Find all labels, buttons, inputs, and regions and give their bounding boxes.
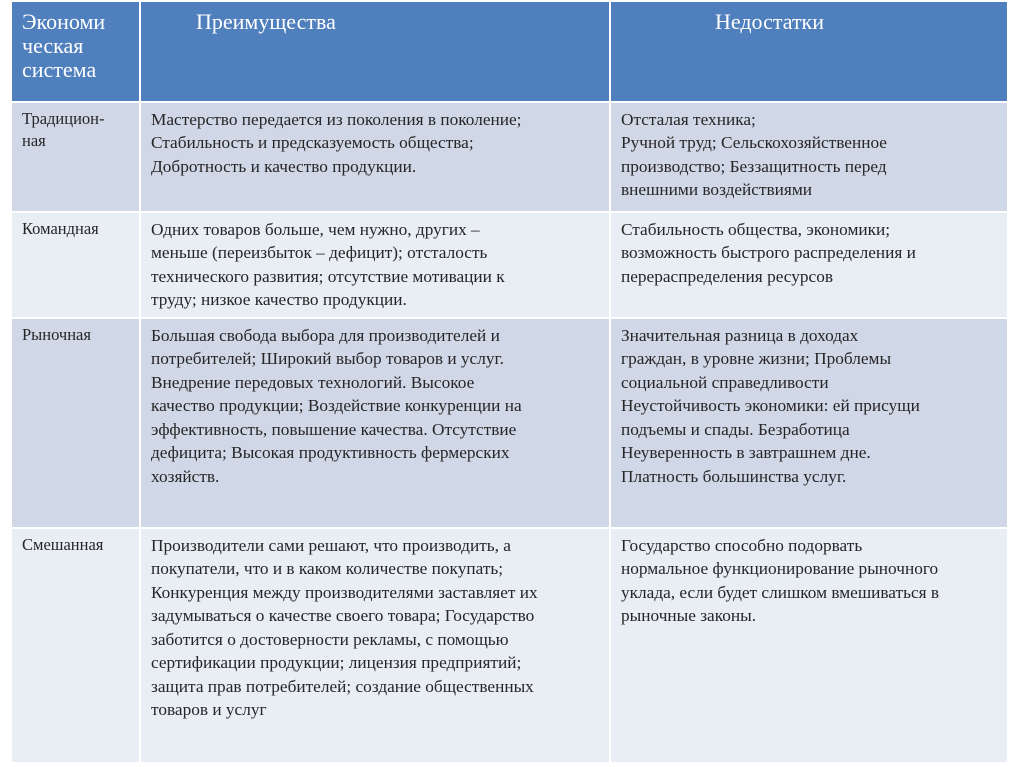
text-line: Неуверенность в завтрашнем дне. — [621, 443, 871, 463]
text-line: перераспределения ресурсов — [621, 266, 833, 286]
text-line: производство; Беззащитность перед — [621, 156, 887, 176]
system-name-line: Традицион- — [22, 109, 105, 128]
table-row-command — [11, 212, 1008, 318]
text-line: защита прав потребителей; создание общественных — [151, 676, 534, 696]
text-line: задумываться о качестве своего товара; Государство — [151, 606, 535, 626]
text-line: потребителей; Широкий выбор товаров и услуг. — [151, 349, 504, 369]
text-line: технического развития; отсутствие мотивации к — [151, 266, 505, 286]
text-line: Отсталая техника; — [621, 110, 756, 129]
text-line: Значительная разница в доходах — [621, 326, 859, 345]
text-line: заботится о достоверности рекламы, с помощью — [151, 629, 509, 649]
system-name-line: ная — [22, 131, 46, 151]
header-row — [11, 1, 1008, 102]
text-line: Мастерство передается из поколения в поколение; — [151, 110, 522, 129]
system-name-cell — [11, 212, 140, 318]
text-line: Стабильность и предсказуемость общества; — [151, 133, 474, 153]
text-line: рыночные законы. — [621, 606, 757, 626]
text-line: меньше (переизбыток – дефицит); отсталость — [151, 243, 488, 263]
text-line: Производители сами решают, что производить, а — [151, 536, 511, 555]
text-line: Внедрение передовых технологий. Высокое — [151, 372, 475, 392]
header-disadvantages: Недостатки — [610, 1, 1008, 102]
system-name-line: Командная — [22, 219, 99, 238]
system-name-line: Смешанная — [22, 535, 104, 554]
system-name-cell — [11, 102, 140, 212]
text-line: нормальное функционирование рыночного — [621, 559, 939, 579]
text-line: граждан, в уровне жизни; Проблемы — [621, 349, 892, 369]
text-line: Неустойчивость экономики: ей присущи — [621, 396, 920, 416]
text-line: Добротность и качество продукции. — [151, 156, 417, 176]
text-line: Государство способно подорвать — [621, 536, 863, 555]
text-line: качество продукции; Воздействие конкуренции на — [151, 396, 522, 416]
header-system-line: система — [22, 57, 97, 83]
system-name-cell — [11, 318, 140, 528]
advantages-cell — [140, 102, 610, 212]
text-line: Стабильность общества, экономики; — [621, 220, 891, 239]
disadvantages-cell — [610, 528, 1008, 763]
text-line: возможность быстрого распределения и — [621, 243, 916, 263]
text-line: труду; низкое качество продукции. — [151, 290, 407, 310]
text-line: Большая свобода выбора для производителей и — [151, 326, 500, 345]
table-row-market — [11, 318, 1008, 528]
text-line: социальной справедливости — [621, 372, 829, 392]
disadvantages-cell — [610, 212, 1008, 318]
text-line: Платность большинства услуг. — [621, 466, 847, 486]
text-line: Ручной труд; Сельскохозяйственное — [621, 133, 887, 153]
text-line: товаров и услуг — [151, 699, 267, 719]
table-row-traditional — [11, 102, 1008, 212]
text-line: Конкуренция между производителями заставляет их — [151, 582, 538, 602]
text-line: дефицита; Высокая продуктивность фермерских — [151, 443, 510, 463]
text-line: Одних товаров больше, чем нужно, других – — [151, 220, 480, 239]
advantages-cell — [140, 528, 610, 763]
text-line: покупатели, что и в каком количестве покупать; — [151, 559, 504, 579]
header-advantages: Преимущества — [140, 1, 610, 102]
header-system-line: ческая — [22, 33, 84, 59]
system-name-cell — [11, 528, 140, 763]
advantages-cell — [140, 318, 610, 528]
text-line: подъемы и спады. Безработица — [621, 419, 850, 439]
table-row-mixed — [11, 528, 1008, 763]
header-economic-system — [11, 1, 140, 102]
disadvantages-cell — [610, 318, 1008, 528]
text-line: уклада, если будет слишком вмешиваться в — [621, 582, 940, 602]
text-line: сертификации продукции; лицензия предприятий; — [151, 653, 522, 673]
text-line: эффективность, повышение качества. Отсутствие — [151, 419, 517, 439]
disadvantages-cell — [610, 102, 1008, 212]
advantages-cell — [140, 212, 610, 318]
header-system-line: Экономи — [22, 9, 106, 34]
economic-systems-table — [10, 0, 1009, 764]
text-line: внешними воздействиями — [621, 180, 813, 200]
system-name-line: Рыночная — [22, 325, 91, 344]
text-line: хозяйств. — [151, 466, 220, 486]
